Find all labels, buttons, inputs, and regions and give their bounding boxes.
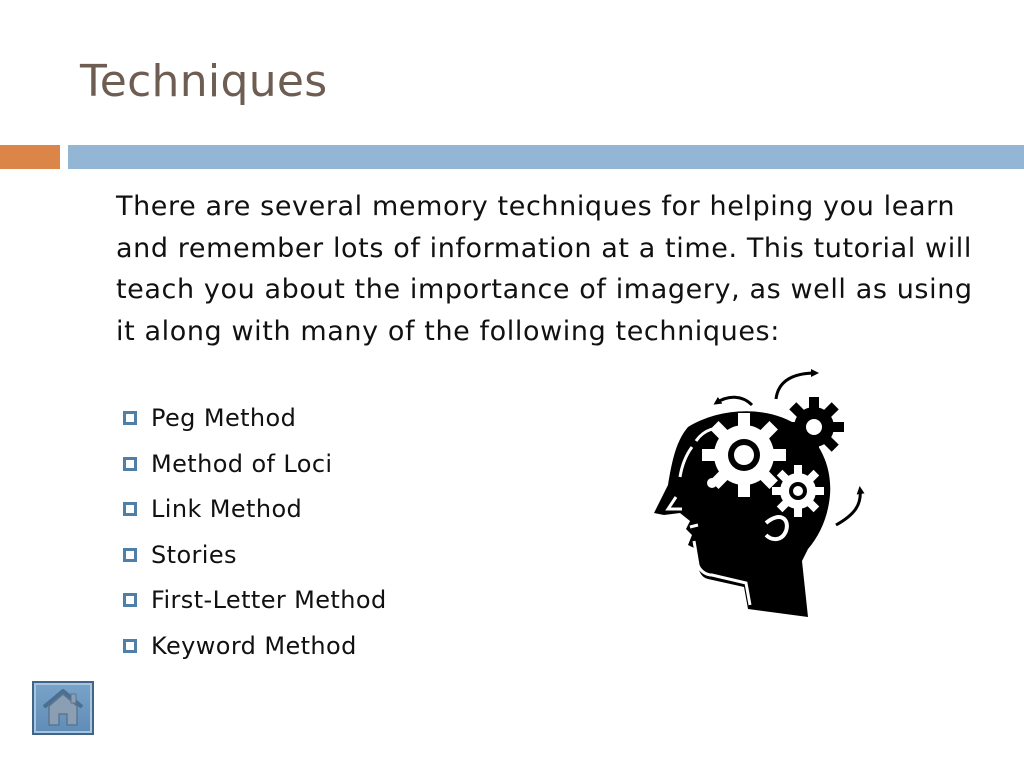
list-item xyxy=(120,488,387,534)
square-bullet-icon xyxy=(123,593,137,607)
square-bullet-icon xyxy=(123,548,137,562)
list-item xyxy=(120,579,387,625)
home-button[interactable] xyxy=(32,681,94,735)
head-with-gears-icon xyxy=(640,365,870,625)
technique-label: Peg Method xyxy=(151,404,297,432)
list-item xyxy=(120,397,387,443)
technique-label: Stories xyxy=(151,540,237,569)
home-icon xyxy=(40,687,86,729)
intro-paragraph: There are several memory techniques for helping you learn and remember lots of information at a time. This tutorial will teach you about the importance of imagery, as well as using it along with many of the following techniques: xyxy=(116,191,973,347)
technique-label: First-Letter Method xyxy=(151,586,387,615)
square-bullet-icon xyxy=(123,411,137,425)
technique-label: Method of Loci xyxy=(151,449,333,478)
title-divider-bar xyxy=(68,145,1024,169)
technique-label: Link Method xyxy=(151,495,303,524)
square-bullet-icon xyxy=(123,502,137,516)
list-item xyxy=(120,443,387,489)
slide-title: Techniques xyxy=(80,56,328,107)
technique-label: Keyword Method xyxy=(151,631,357,660)
title-accent-bar xyxy=(0,145,60,169)
techniques-list xyxy=(120,397,387,671)
square-bullet-icon xyxy=(123,457,137,471)
list-item xyxy=(120,534,387,580)
list-item xyxy=(120,625,387,671)
square-bullet-icon xyxy=(123,639,137,653)
